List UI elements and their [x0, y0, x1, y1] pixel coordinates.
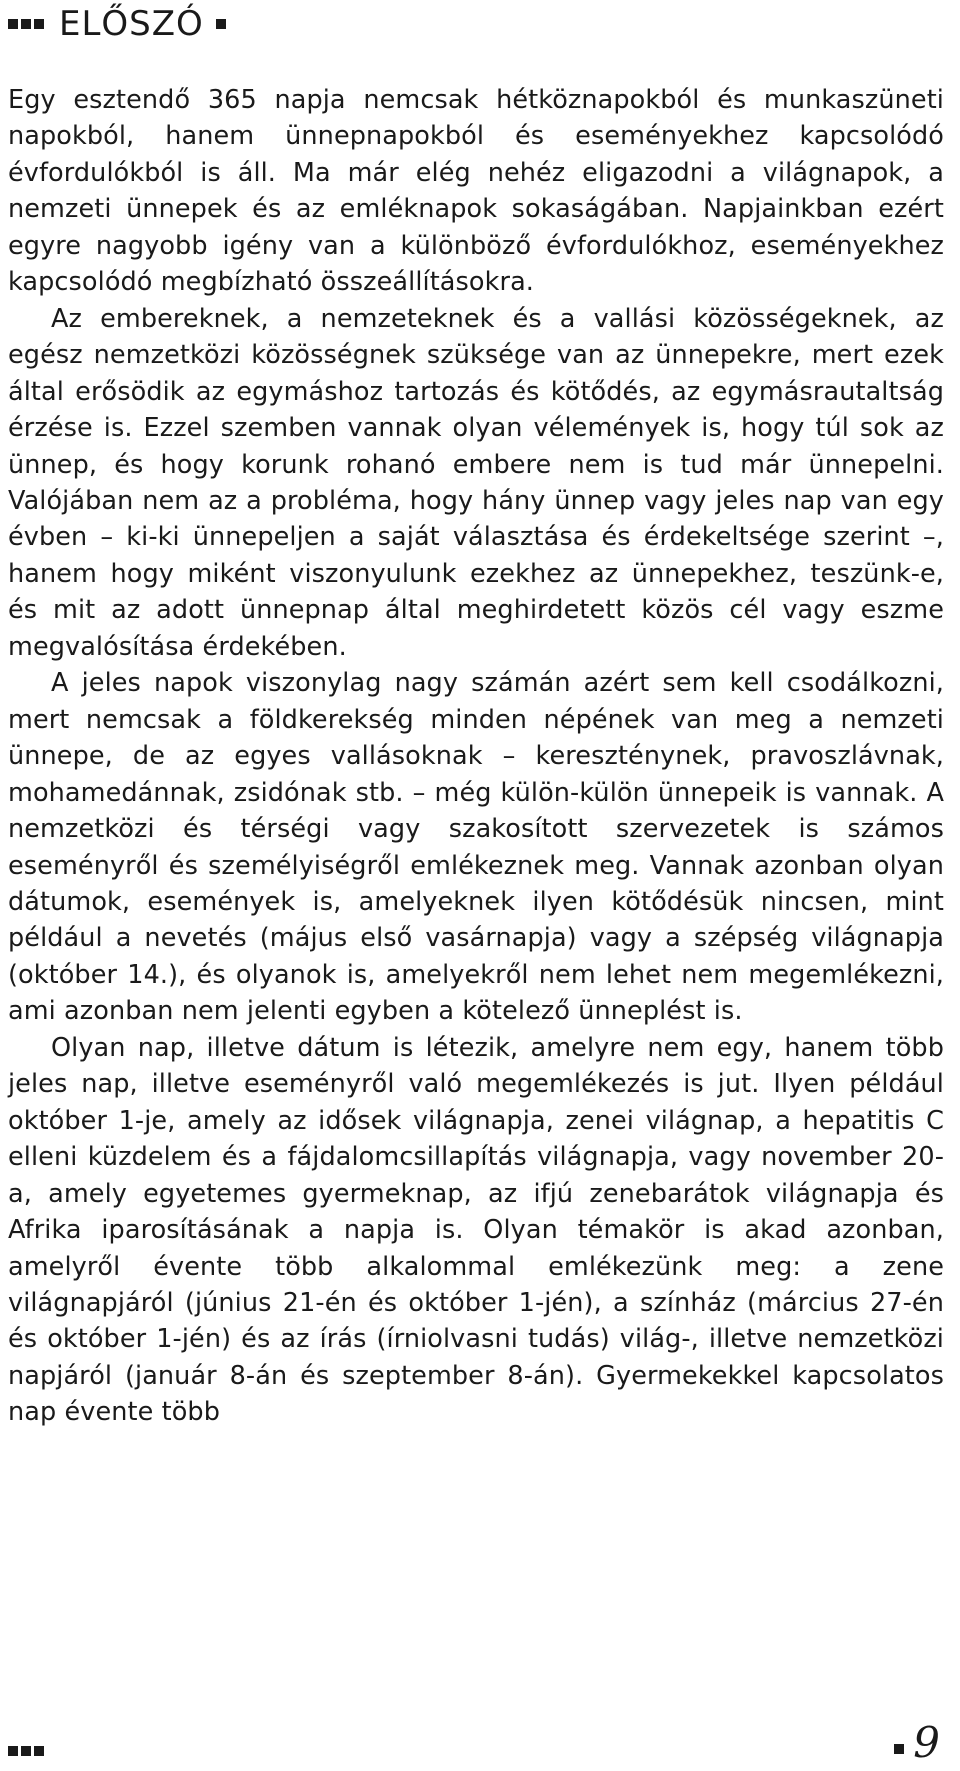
- square-bullet-icon: [21, 19, 31, 29]
- body-text: [8, 82, 944, 1431]
- square-bullet-icon: [8, 19, 18, 29]
- square-bullet-icon: [21, 1746, 31, 1756]
- square-bullet-icon: [34, 19, 44, 29]
- square-bullet-icon: [8, 1746, 18, 1756]
- square-bullet-icon: [34, 1746, 44, 1756]
- chapter-title: ELŐSZÓ: [59, 4, 204, 44]
- paragraph: Az embereknek, a nemzeteknek és a vallási közösségeknek, az egész nemzetközi közösségnek szüksége van az ünnepekre, mert ezek által erősödik az egymáshoz tartozás és kötődés, az egymásrautaltság érzése is. Ezzel szemben vannak olyan vélemények is, hogy túl sok az ünnep, és hogy korunk rohanó embere nem is tud már ünnepelni. Valójában nem az a probléma, hogy hány ünnep vagy jeles nap van egy évben – ki-ki ünnepeljen a saját választása és érdekeltsége szerint –, hanem hogy miként viszonyulunk ezekhez az ünnepekhez, teszünk-e, és mit az adott ünnepnap által meghirdetett közös cél vagy eszme megvalósítása érdekében.: [8, 303, 944, 662]
- paragraph: Olyan nap, illetve dátum is létezik, amelyre nem egy, hanem több jeles nap, illetve eseményről való megemlékezés is jut. Ilyen például október 1-je, amely az idősek világnapja, zenei világnap, a hepatitis C elleni küzdelem és a fájdalomcsillapítás világnapja, vagy november 20-a, amely egyetemes gyermeknap, az ifjú zenebarátok világnapja és Afrika iparosításának a napja is. Olyan témakör is akad azonban, amelyről évente több alkalommal emlékezünk meg: a zene világnapjáról (június 21-én és október 1-jén), a színház (március 27-én és október 1-jén) és az írás (írniolvasni tudás) világ-, illetve nemzetközi napjáról (január 8-án és szeptember 8-án). Gyermekekkel kapcsolatos nap évente több: [8, 1032, 944, 1428]
- paragraph: A jeles napok viszonylag nagy számán azért sem kell csodálkozni, mert nemcsak a földkerekség minden népének van meg a nemzeti ünnepe, de az egyes vallásoknak – kereszténynek, pravoszlávnak, mohamedánnak, zsidónak stb. – még külön-külön ünnepeik is vannak. A nemzetközi és térségi vagy szakosított szervezetek is számos eseményről és személyiségről emlékeznek meg. Vannak azonban olyan dátumok, események is, amelyeknek ilyen kötődésük nincsen, mint például a nevetés (május első vasárnapja) vagy a szépség világnapja (október 14.), és olyanok is, amelyekről nem lehet nem megemlékezni, ami azonban nem jelenti egyben a kötelező ünneplést is.: [8, 668, 944, 1027]
- footer-ornament: [8, 1746, 47, 1756]
- page-number: 9: [913, 1718, 940, 1767]
- page-footer: [894, 1718, 940, 1767]
- square-bullet-icon: [216, 19, 226, 29]
- paragraph: Egy esztendő 365 napja nemcsak hétköznapokból és munkaszüneti napokból, hanem ünnepnapokból és eseményekhez kapcsolódó évfordulókból is áll. Ma már elég nehéz eligazodni a világnapok, a nemzeti ünnepek és az emléknapok sokaságában. Napjainkban ezért egyre nagyobb igény van a különböző évfordulókhoz, eseményekhez kapcsolódó megbízható összeállításokra.: [8, 85, 944, 298]
- square-bullet-icon: [894, 1744, 904, 1754]
- chapter-header: [8, 0, 229, 48]
